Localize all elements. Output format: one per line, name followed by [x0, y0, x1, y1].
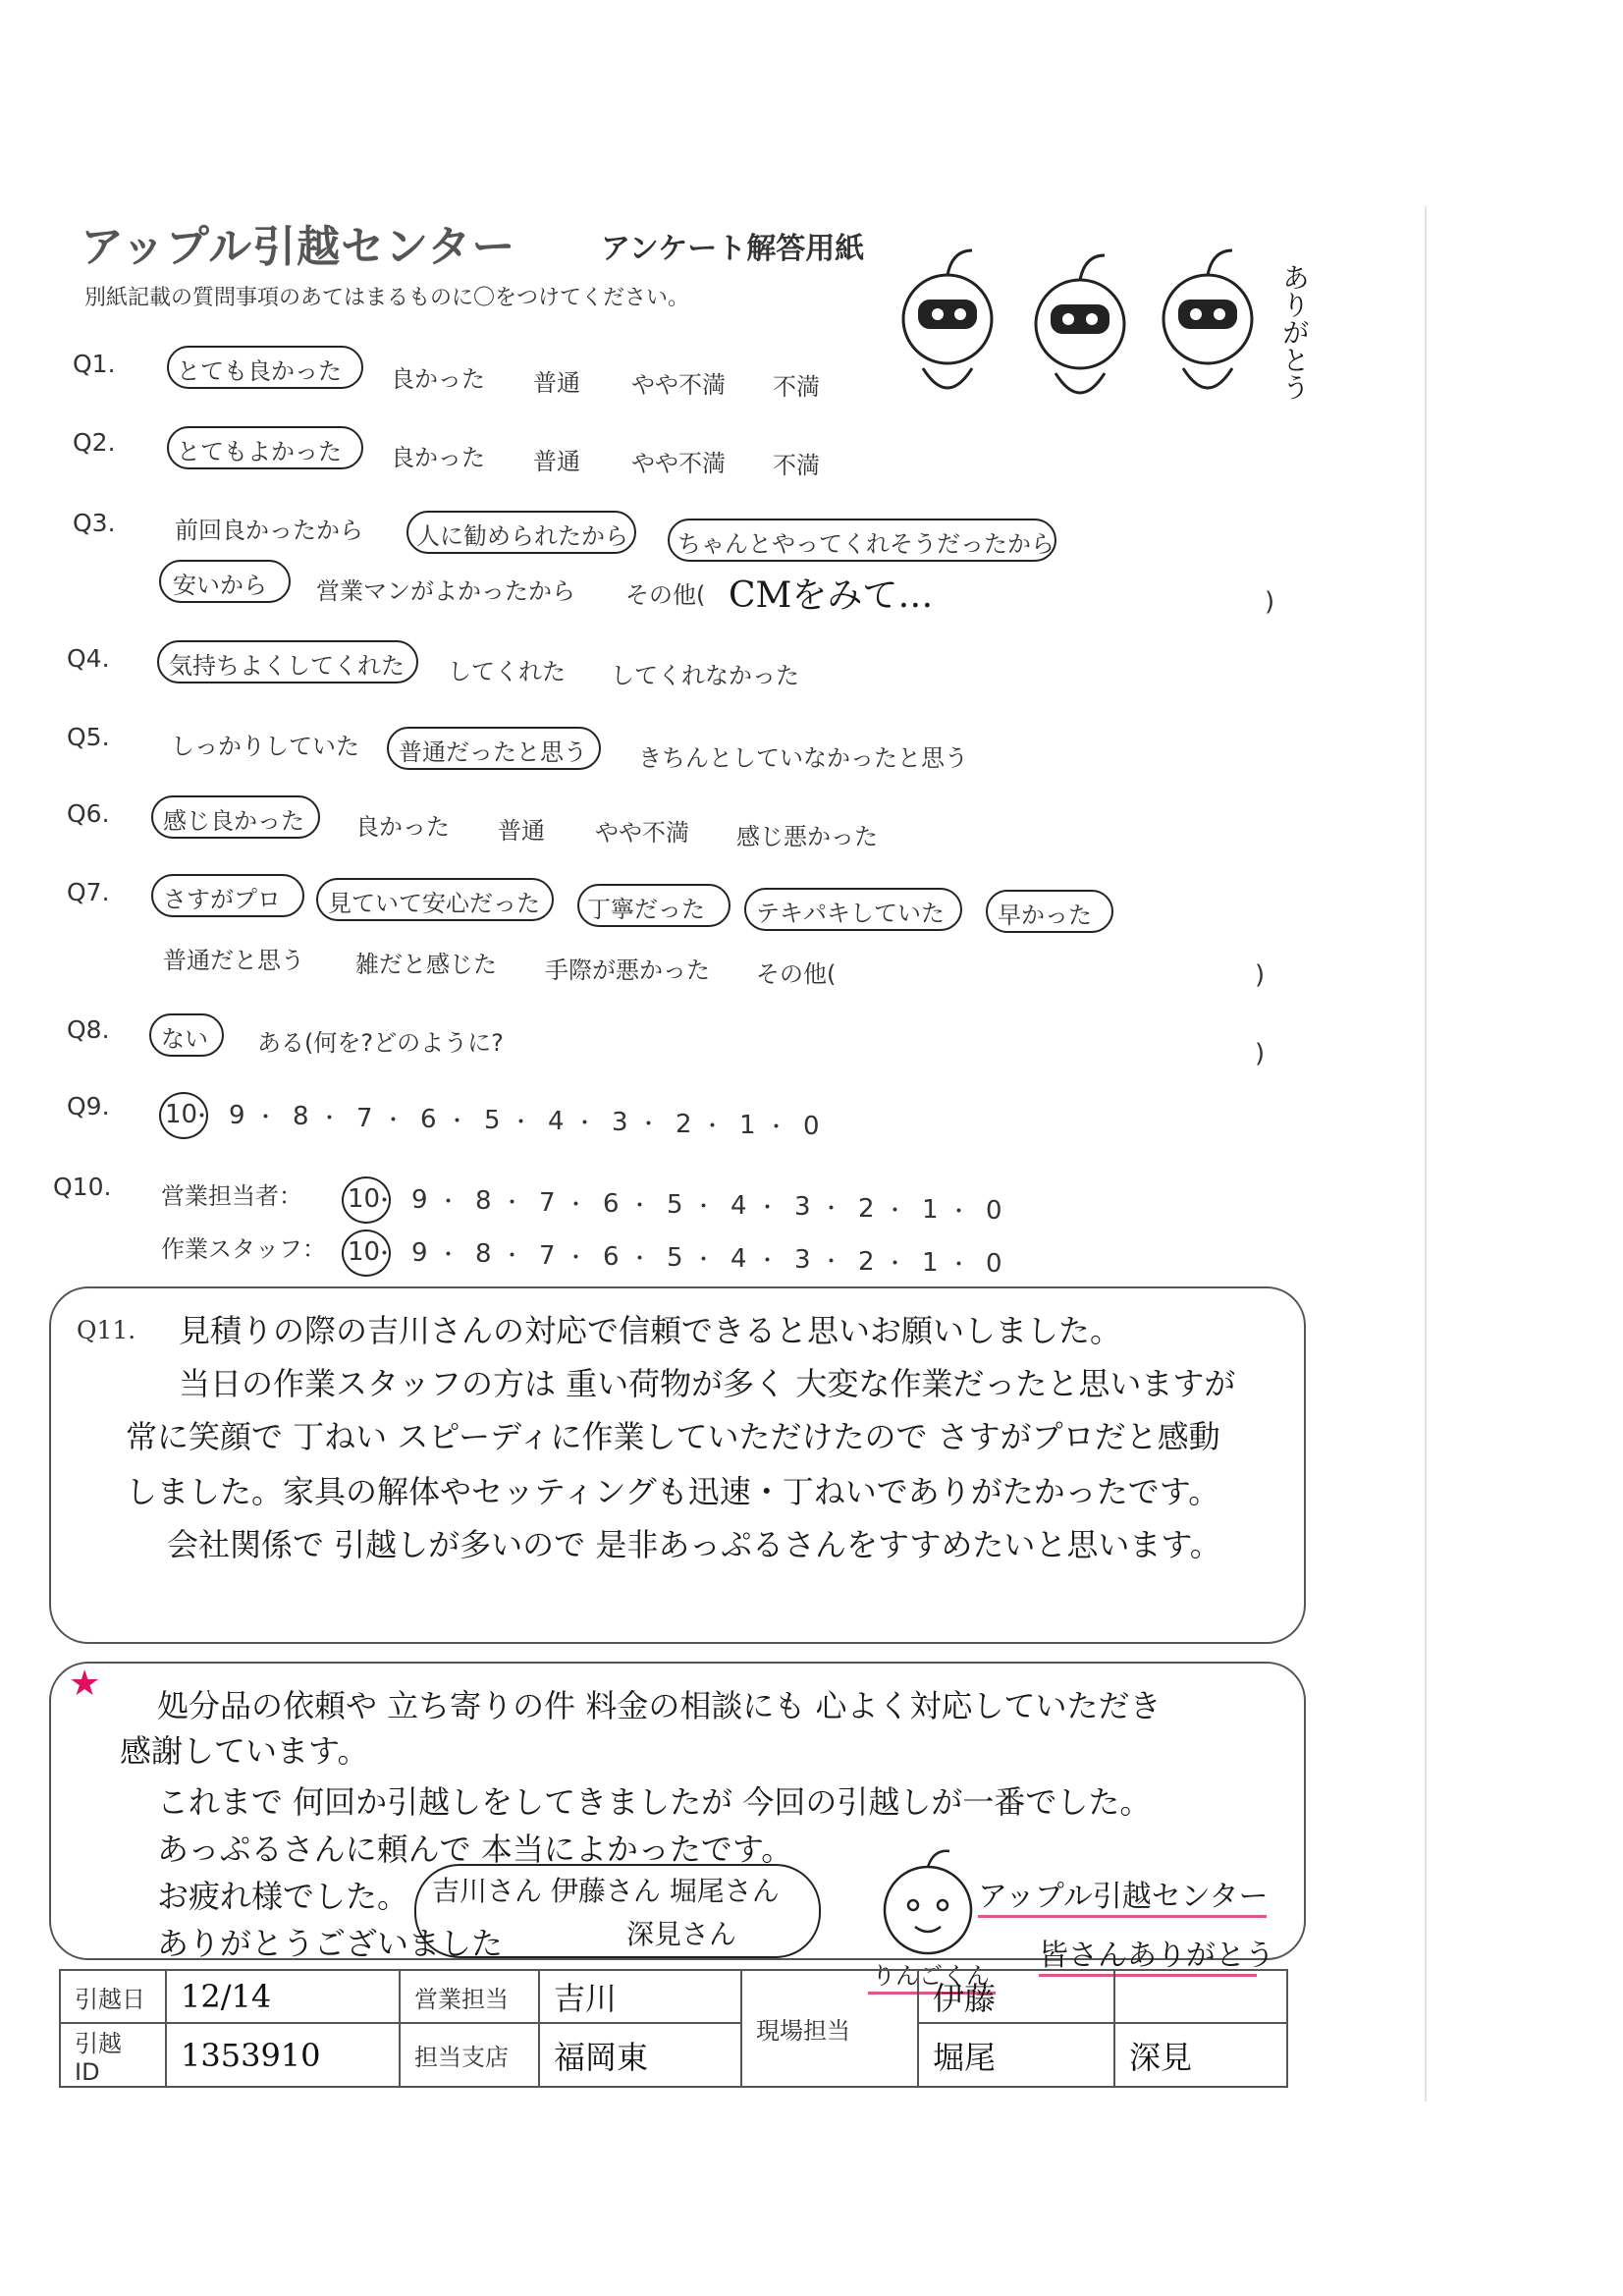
q10-staff-separator: ・ — [373, 1242, 396, 1267]
star-icon: ★ — [69, 1664, 101, 1704]
q3-close-paren: ) — [1265, 587, 1275, 617]
thanks-line-1: アップル引越センター — [978, 1880, 1269, 1914]
bubble-names-line-1: 吉川さん 伊藤さん 堀尾さん — [432, 1875, 780, 1907]
q1-option-4[interactable]: やや不満 — [631, 371, 726, 399]
move-date-value: 12/14 — [166, 1970, 400, 2023]
q9-score-3[interactable]: 3 — [612, 1108, 628, 1138]
q8-option-2[interactable]: ある(何を?どのように? — [257, 1029, 504, 1057]
message-line-1: 処分品の依頼や 立ち寄りの件 料金の相談にも 心よく対応していただき — [157, 1687, 1162, 1724]
q10-sales-score-8[interactable]: 8 — [475, 1186, 492, 1217]
q10-staff-label: 作業スタッフ： — [161, 1235, 326, 1263]
q10-staff-separator: ・ — [820, 1250, 842, 1276]
q9-separator: ・ — [573, 1112, 596, 1137]
q10-sales-separator: ・ — [756, 1196, 779, 1222]
q10-sales-separator: ・ — [565, 1192, 587, 1218]
q3-option-1[interactable]: 前回良かったから — [175, 517, 363, 544]
instruction-text: 別紙記載の質問事項のあてはまるものに〇をつけてください。 — [84, 286, 690, 310]
q9-separator: ・ — [765, 1115, 787, 1140]
q4-option-3[interactable]: してくれなかった — [611, 662, 799, 689]
site-staff-3: 深見 — [1114, 2023, 1287, 2087]
mascot-group-icon — [884, 246, 1276, 422]
q8-label: Q8. — [67, 1015, 110, 1044]
q9-separator: ・ — [318, 1107, 341, 1132]
q10-staff-score-5[interactable]: 5 — [667, 1243, 683, 1273]
ringo-kun-mascot-icon — [864, 1846, 992, 1964]
q10-label: Q10. — [53, 1173, 112, 1201]
q8-option-1[interactable]: ない — [161, 1025, 208, 1053]
q2-label: Q2. — [73, 428, 116, 457]
q10-sales-separator: ・ — [628, 1193, 651, 1219]
q10-sales-separator: ・ — [820, 1197, 842, 1223]
q10-staff-score-7[interactable]: 7 — [539, 1240, 556, 1271]
q6-option-2[interactable]: 良かった — [355, 813, 450, 841]
q9-score-1[interactable]: 1 — [739, 1110, 756, 1140]
q10-sales-score-1[interactable]: 1 — [922, 1194, 939, 1225]
q10-staff-separator: ・ — [756, 1249, 779, 1275]
q3-option-4[interactable]: 安いから — [173, 572, 267, 599]
q11-line-1: 見積りの際の吉川さんの対応で信頼できると思いお願いしました。 — [179, 1312, 1122, 1349]
q6-option-3[interactable]: 普通 — [498, 817, 545, 845]
q6-label: Q6. — [67, 799, 110, 828]
q9-score-10[interactable]: 10 — [165, 1100, 198, 1129]
q10-staff-separator: ・ — [947, 1252, 970, 1278]
q7-option-2[interactable]: 見ていて安心だった — [328, 890, 540, 917]
site-label: 現場担当 — [741, 1970, 918, 2087]
site-staff-1: 伊藤 — [918, 1970, 1114, 2023]
q10-staff-score-10[interactable]: 10 — [348, 1237, 381, 1267]
q7-option-4[interactable]: テキパキしていた — [756, 900, 945, 927]
q1-label: Q1. — [73, 350, 116, 378]
site-staff-empty — [1114, 1970, 1287, 2023]
q2-option-3[interactable]: 普通 — [533, 448, 580, 475]
q10-sales-score-4[interactable]: 4 — [730, 1191, 747, 1222]
q10-staff-separator: ・ — [437, 1243, 460, 1269]
q10-staff-separator: ・ — [565, 1245, 587, 1271]
q10-staff-score-9[interactable]: 9 — [411, 1238, 428, 1269]
q5-label: Q5. — [67, 723, 110, 751]
form-subtitle: アンケート解答用紙 — [601, 232, 865, 266]
message-line-6: ありがとうございました — [157, 1925, 504, 1962]
q1-option-1[interactable]: とても良かった — [177, 357, 342, 385]
thanks-line-2: 皆さんありがとう — [1039, 1939, 1274, 1973]
q10-staff-score-4[interactable]: 4 — [730, 1244, 747, 1275]
q10-sales-score-7[interactable]: 7 — [539, 1187, 556, 1218]
q10-staff-score-6[interactable]: 6 — [603, 1241, 620, 1272]
q7-label: Q7. — [67, 878, 110, 906]
q10-sales-separator: ・ — [692, 1195, 715, 1220]
q9-separator: ・ — [701, 1114, 724, 1139]
q9-separator: ・ — [510, 1111, 532, 1135]
q5-option-2[interactable]: 普通だったと思う — [399, 738, 587, 766]
move-date-label: 引越日 — [60, 1970, 166, 2023]
q8-close-paren: ) — [1255, 1039, 1266, 1068]
q9-score-2[interactable]: 2 — [676, 1109, 692, 1139]
q9-separator: ・ — [254, 1106, 277, 1131]
q1-option-2[interactable]: 良かった — [391, 365, 485, 393]
q10-sales-score-10[interactable]: 10 — [348, 1184, 381, 1214]
q9-separator: ・ — [190, 1105, 213, 1129]
q10-staff-separator: ・ — [884, 1251, 906, 1277]
q10-sales-score-2[interactable]: 2 — [858, 1193, 875, 1224]
q9-score-9[interactable]: 9 — [229, 1101, 245, 1131]
bubble-names-line-2: 深見さん — [626, 1918, 737, 1950]
q10-sales-score-0[interactable]: 0 — [986, 1196, 1002, 1226]
q7-close-paren: ) — [1255, 960, 1266, 990]
q3-option-6[interactable]: その他( — [625, 581, 706, 609]
q10-sales-separator: ・ — [373, 1189, 396, 1214]
q9-score-0[interactable]: 0 — [803, 1112, 820, 1141]
q10-sales-separator: ・ — [947, 1199, 970, 1225]
q7-option-7[interactable]: 雑だと感じた — [355, 951, 497, 978]
q9-separator: ・ — [446, 1109, 468, 1134]
move-id-value: 1353910 — [166, 2023, 400, 2087]
message-line-5: お疲れ様でした。 — [157, 1878, 409, 1915]
q10-sales-separator: ・ — [437, 1190, 460, 1216]
q6-option-4[interactable]: やや不満 — [595, 819, 689, 847]
q10-sales-score-3[interactable]: 3 — [794, 1192, 811, 1223]
q9-separator: ・ — [637, 1113, 660, 1138]
q7-option-9[interactable]: その他( — [756, 960, 837, 988]
q10-staff-separator: ・ — [692, 1248, 715, 1273]
q10-staff-score-8[interactable]: 8 — [475, 1239, 492, 1270]
sales-value: 吉川 — [539, 1970, 741, 2023]
q3-option-3[interactable]: ちゃんとやってくれそうだったから — [677, 530, 1055, 558]
q10-sales-score-9[interactable]: 9 — [411, 1185, 428, 1216]
q1-option-5[interactable]: 不満 — [773, 373, 820, 401]
q4-option-1[interactable]: 気持ちよくしてくれた — [169, 652, 405, 680]
q2-option-4[interactable]: やや不満 — [631, 450, 726, 477]
q10-sales-separator: ・ — [884, 1198, 906, 1224]
q5-option-3[interactable]: きちんとしていなかったと思う — [638, 744, 968, 772]
q9-label: Q9. — [67, 1092, 110, 1121]
site-staff-2: 堀尾 — [918, 2023, 1114, 2087]
q10-staff-separator: ・ — [501, 1244, 523, 1270]
page-edge — [1425, 206, 1427, 2102]
message-line-3: これまで 何回か引越しをしてきましたが 今回の引越しが一番でした。 — [157, 1783, 1152, 1821]
q10-staff-score-0[interactable]: 0 — [986, 1249, 1002, 1279]
q3-option-5[interactable]: 営業マンがよかったから — [316, 577, 575, 605]
q7-option-8[interactable]: 手際が悪かった — [545, 957, 710, 984]
q4-option-2[interactable]: してくれた — [448, 658, 566, 685]
q9-score-8[interactable]: 8 — [293, 1102, 309, 1132]
q7-option-3[interactable]: 丁寧だった — [587, 896, 705, 923]
q3-other-handwritten: CMをみて… — [729, 575, 934, 616]
q10-staff-score-1[interactable]: 1 — [922, 1247, 939, 1278]
sales-label: 営業担当 — [400, 1970, 539, 2023]
q11-label: Q11. — [77, 1316, 136, 1344]
q10-sales-label: 営業担当者： — [161, 1182, 302, 1210]
q7-option-5[interactable]: 早かった — [998, 902, 1092, 929]
mascot-name: りんごくん — [872, 1962, 990, 1990]
branch-label: 担当支店 — [400, 2023, 539, 2087]
q11-line-5: 会社関係で 引越しが多いので 是非あっぷるさんをすすめたいと思います。 — [167, 1526, 1221, 1563]
message-line-4: あっぷるさんに頼んで 本当によかったです。 — [157, 1831, 793, 1868]
q9-score-4[interactable]: 4 — [548, 1107, 565, 1137]
q2-option-5[interactable]: 不満 — [773, 452, 820, 479]
company-title: アップル引越センター — [81, 222, 516, 272]
q10-staff-score-2[interactable]: 2 — [858, 1246, 875, 1277]
q4-label: Q4. — [67, 644, 110, 673]
q7-option-6[interactable]: 普通だと思う — [163, 947, 304, 974]
q5-option-1[interactable]: しっかりしていた — [171, 733, 359, 760]
info-table — [59, 1969, 1288, 2088]
thanks-underline-1 — [978, 1915, 1267, 1918]
q6-option-1[interactable]: 感じ良かった — [163, 807, 304, 835]
q1-option-3[interactable]: 普通 — [533, 369, 580, 397]
q6-option-5[interactable]: 感じ悪かった — [736, 823, 878, 850]
q9-score-5[interactable]: 5 — [484, 1106, 501, 1135]
q10-sales-score-5[interactable]: 5 — [667, 1190, 683, 1220]
q10-staff-score-3[interactable]: 3 — [794, 1245, 811, 1276]
q7-option-1[interactable]: さすがプロ — [163, 886, 281, 913]
q11-line-4: しました。家具の解体やセッティングも迅速・丁ねいでありがたかったです。 — [126, 1473, 1220, 1510]
q2-option-1[interactable]: とてもよかった — [177, 438, 342, 465]
mascot-thanks-text: ありがとう — [1278, 263, 1311, 401]
q9-separator: ・ — [382, 1108, 405, 1133]
q9-score-7[interactable]: 7 — [356, 1103, 373, 1133]
q11-line-2: 当日の作業スタッフの方は 重い荷物が多く 大変な作業だったと思いますが — [179, 1365, 1236, 1402]
q3-option-2[interactable]: 人に勧められたから — [416, 522, 628, 550]
q9-score-6[interactable]: 6 — [420, 1104, 437, 1134]
message-line-2: 感謝しています。 — [120, 1732, 369, 1770]
q2-option-2[interactable]: 良かった — [391, 444, 485, 471]
q10-sales-score-6[interactable]: 6 — [603, 1188, 620, 1219]
move-id-label: 引越 ID — [60, 2023, 166, 2087]
q10-sales-separator: ・ — [501, 1191, 523, 1217]
branch-value: 福岡東 — [539, 2023, 741, 2087]
q3-label: Q3. — [73, 509, 116, 537]
q10-staff-separator: ・ — [628, 1246, 651, 1272]
q11-line-3: 常に笑顔で 丁ねい スピーディに作業していただけたので さすがプロだと感動 — [126, 1418, 1220, 1455]
